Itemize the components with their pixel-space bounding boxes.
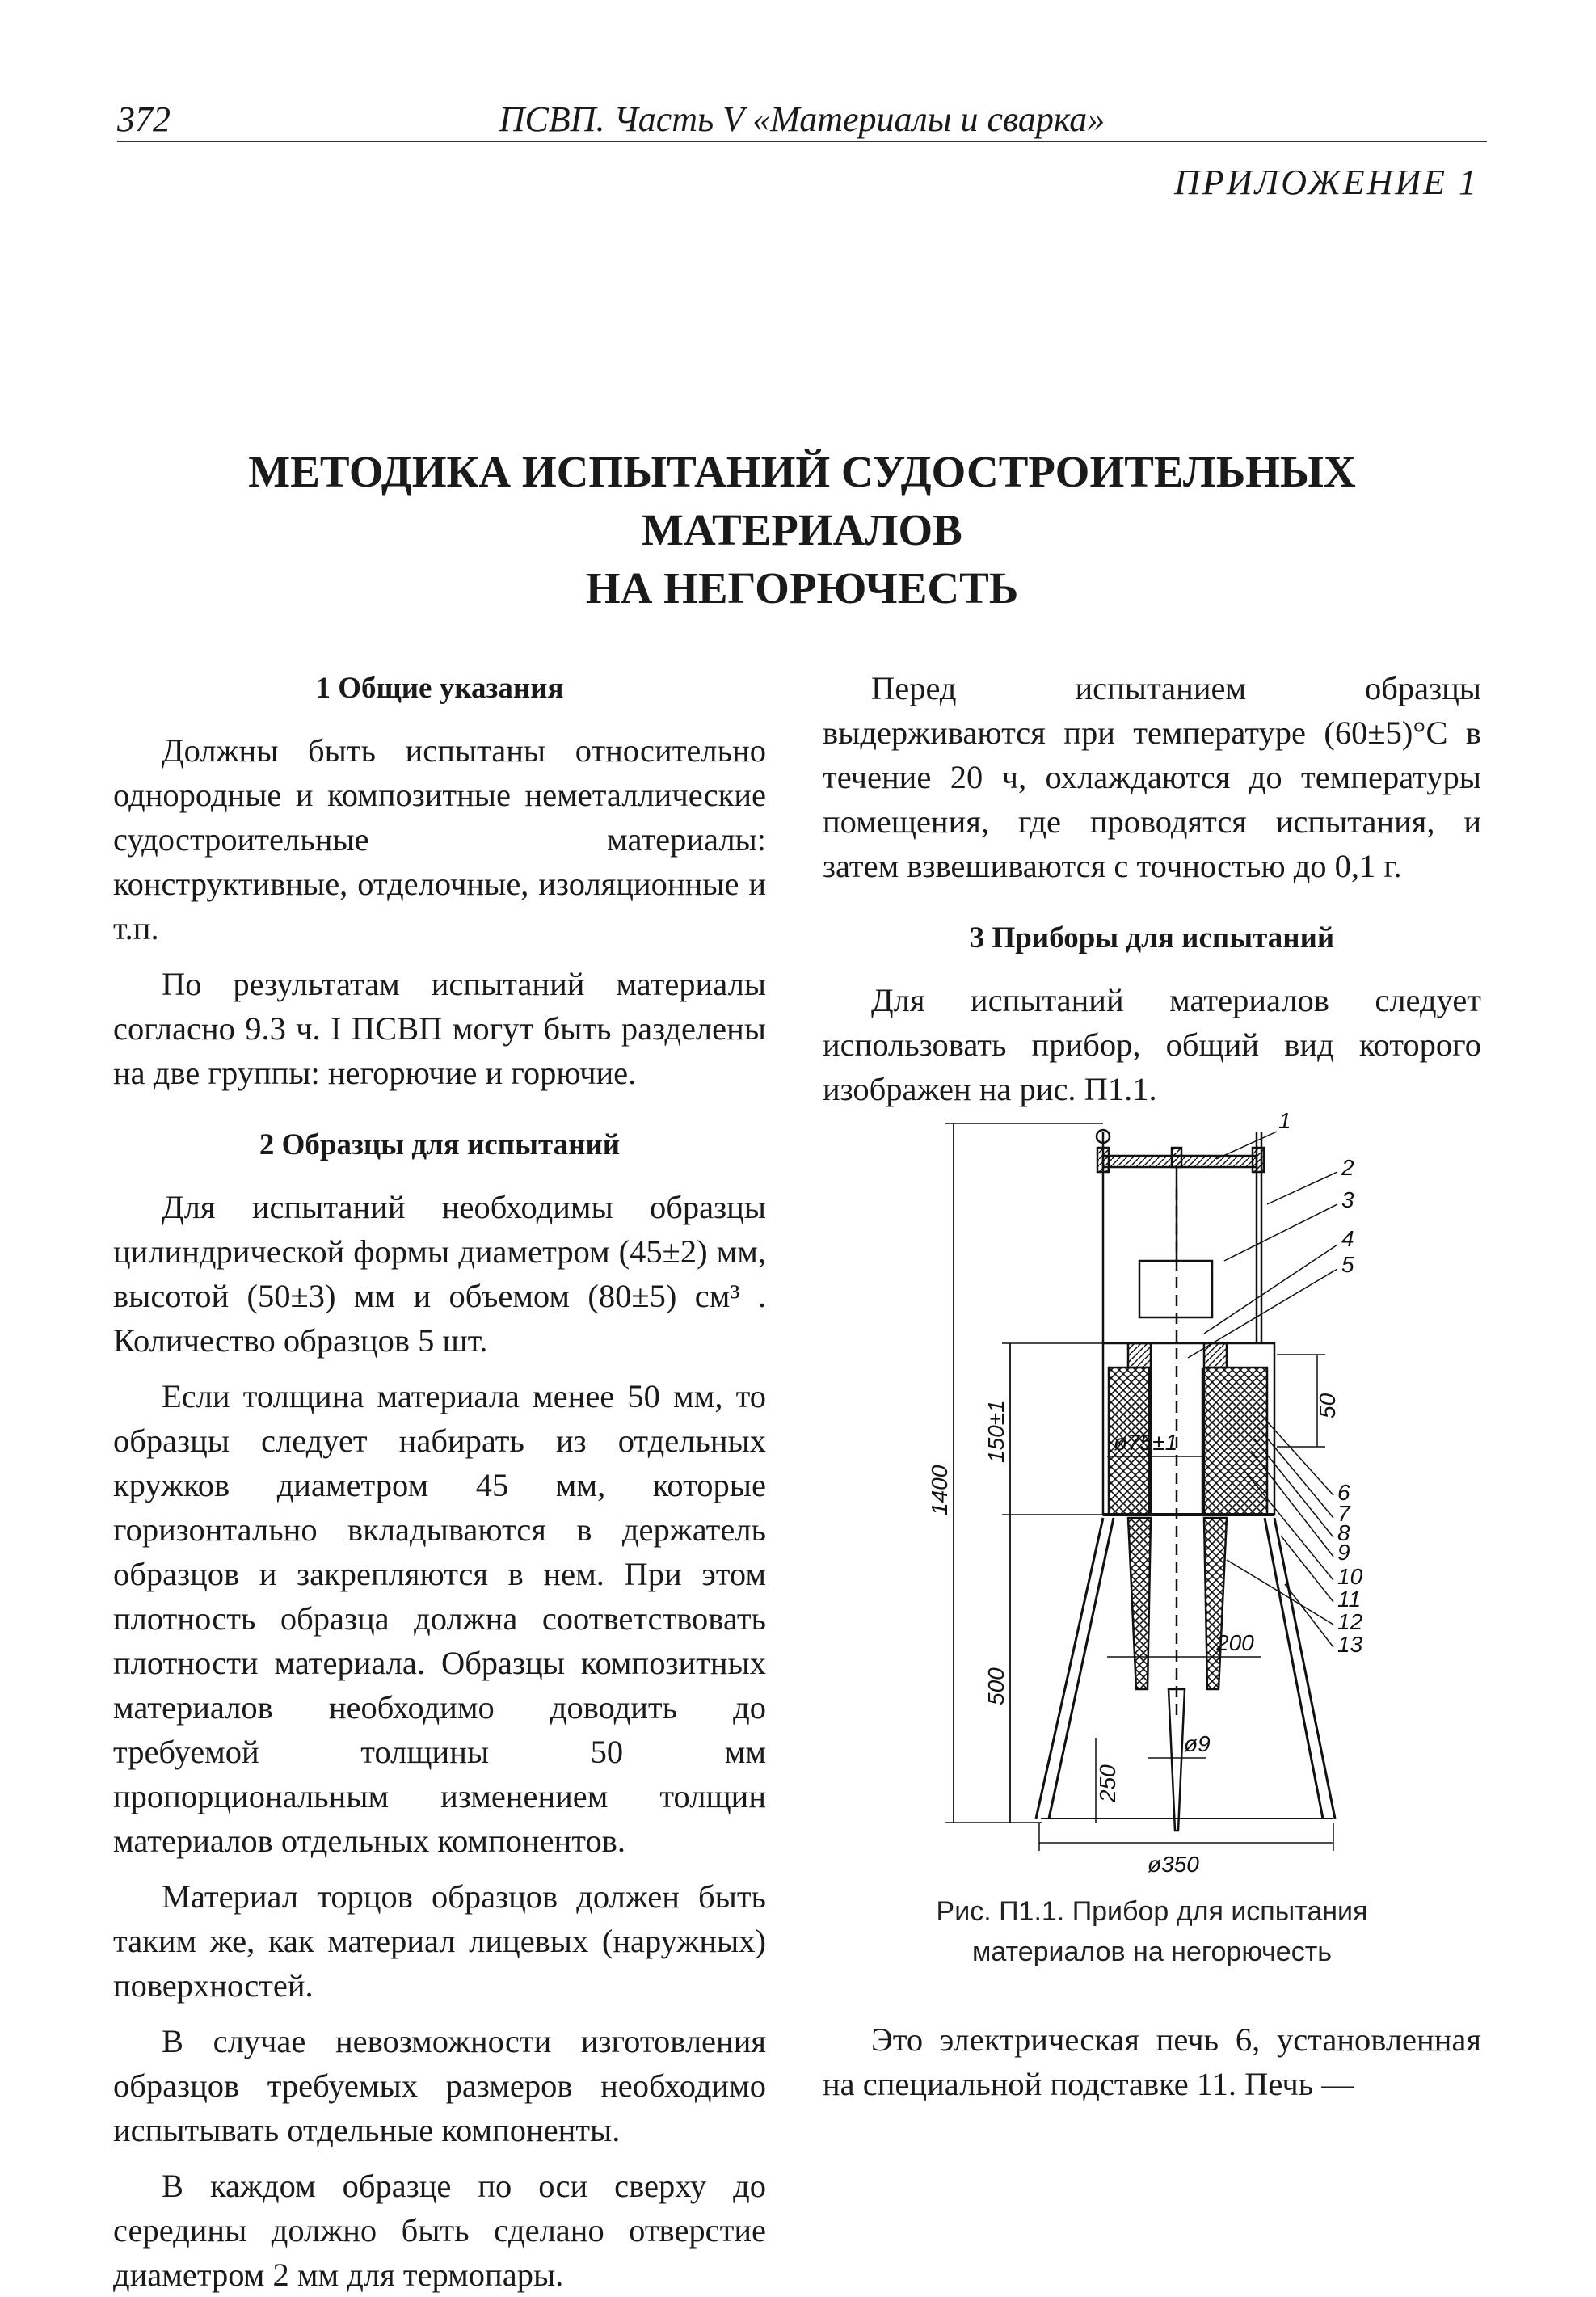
section-1-paragraph-1: Должны быть испытаны относительно однородные и композитные неметаллические судостроительные материалы: конструктивные, отделочные, изоляционные и т.п. — [113, 732, 766, 946]
section-2-paragraph-3: Материал торцов образцов должен быть таким же, как материал лицевых (наружных) поверхностей. — [113, 1878, 766, 2004]
caption-line-2: материалов на негорючесть — [971, 1937, 1333, 1967]
callout-12: 12 — [1337, 1609, 1363, 1634]
section-2-heading: 2 Образцы для испытаний — [259, 1128, 621, 1161]
right-column-tail — [823, 2017, 1481, 2106]
dim-total-height: 1400 — [927, 1465, 952, 1515]
right-column — [823, 666, 1481, 1111]
dim-base-diameter: ø350 — [1148, 1852, 1199, 1877]
section-1-paragraph-2: По результатам испытаний материалы согласно 9.3 ч. I ПСВП могут быть разделены на две группы: негорючие и горючие. — [113, 966, 766, 1091]
running-header — [117, 95, 1487, 142]
dim-cone-width: 200 — [1216, 1630, 1254, 1655]
title-line-1: МЕТОДИКА ИСПЫТАНИЙ СУДОСТРОИТЕЛЬНЫХ МАТЕРИАЛОВ — [248, 447, 1356, 554]
callout-3: 3 — [1341, 1187, 1354, 1212]
apparatus-drawing — [905, 1107, 1422, 1877]
section-2-paragraph-4: В случае невозможности изготовления образцов требуемых размеров необходимо испытывать отдельные компоненты. — [113, 2023, 766, 2148]
section-1-heading: 1 Общие указания — [315, 672, 564, 705]
figure-callouts — [1278, 1108, 1363, 1657]
figure-caption — [823, 1891, 1481, 1972]
callout-1: 1 — [1278, 1108, 1291, 1133]
dim-tip-diameter: ø9 — [1184, 1731, 1211, 1756]
document-title — [117, 443, 1487, 617]
left-column — [113, 666, 766, 2297]
dim-bottom-gap: 250 — [1095, 1764, 1120, 1802]
section-3-paragraph-1: Для испытаний материалов следует использовать прибор, общий вид которого изображен на рис. П1.1. — [823, 982, 1481, 1107]
callout-11: 11 — [1337, 1587, 1362, 1612]
callout-6: 6 — [1337, 1480, 1350, 1505]
dim-upper-height: 150±1 — [983, 1400, 1009, 1463]
callout-8: 8 — [1337, 1520, 1350, 1545]
title-line-2: НА НЕГОРЮЧЕСТЬ — [585, 563, 1019, 613]
apparatus-figure — [905, 1107, 1422, 1877]
dim-sample-height: 50 — [1315, 1393, 1340, 1418]
section-2-continued-paragraph: Перед испытанием образцы выдерживаются при температуре (60±5)°С в течение 20 ч, охлаждаются до температуры помещения, где проводятся испытания, и затем взвешиваются с точностью до 0,1 г. — [823, 670, 1481, 884]
appendix-label: ПРИЛОЖЕНИЕ 1 — [1174, 162, 1479, 202]
callout-7: 7 — [1337, 1501, 1350, 1526]
section-3-paragraph-2: Это электрическая печь 6, установленная на специальной подставке 11. Печь — — [823, 2021, 1481, 2102]
section-3-heading: 3 Приборы для испытаний — [969, 921, 1335, 955]
callout-10: 10 — [1337, 1564, 1363, 1589]
section-2-paragraph-1: Для испытаний необходимы образцы цилиндрической формы диаметром (45±2) мм, высотой (50±3) мм и объемом (80±5) см³ . Количество образцов 5 шт. — [113, 1189, 766, 1359]
callout-9: 9 — [1337, 1540, 1350, 1565]
callout-2: 2 — [1341, 1155, 1354, 1180]
running-title: ПСВП. Часть V «Материалы и сварка» — [499, 99, 1105, 139]
caption-line-1: Рис. П1.1. Прибор для испытания — [936, 1896, 1368, 1927]
page-number: 372 — [117, 99, 171, 139]
dim-inner-diameter: ø75±1 — [1114, 1430, 1178, 1455]
dim-lower-height: 500 — [983, 1667, 1009, 1705]
callout-4: 4 — [1341, 1226, 1354, 1251]
callout-13: 13 — [1337, 1632, 1363, 1657]
callout-5: 5 — [1341, 1252, 1354, 1277]
section-2-paragraph-2: Если толщина материала менее 50 мм, то образцы следует набирать из отдельных кружков диаметром 45 мм, которые горизонтально вкладываются в держатель образцов и закрепляются в нем. При этом плотность образца должна соответствовать плотности материала. Образцы композитных материалов необходимо доводить до требуемой толщины 50 мм пропорциональным изменением толщин материалов отдельных компонентов. — [113, 1378, 766, 1859]
section-2-paragraph-5: В каждом образце по оси сверху до середины должно быть сделано отверстие диаметром 2 мм для термопары. — [113, 2168, 766, 2293]
